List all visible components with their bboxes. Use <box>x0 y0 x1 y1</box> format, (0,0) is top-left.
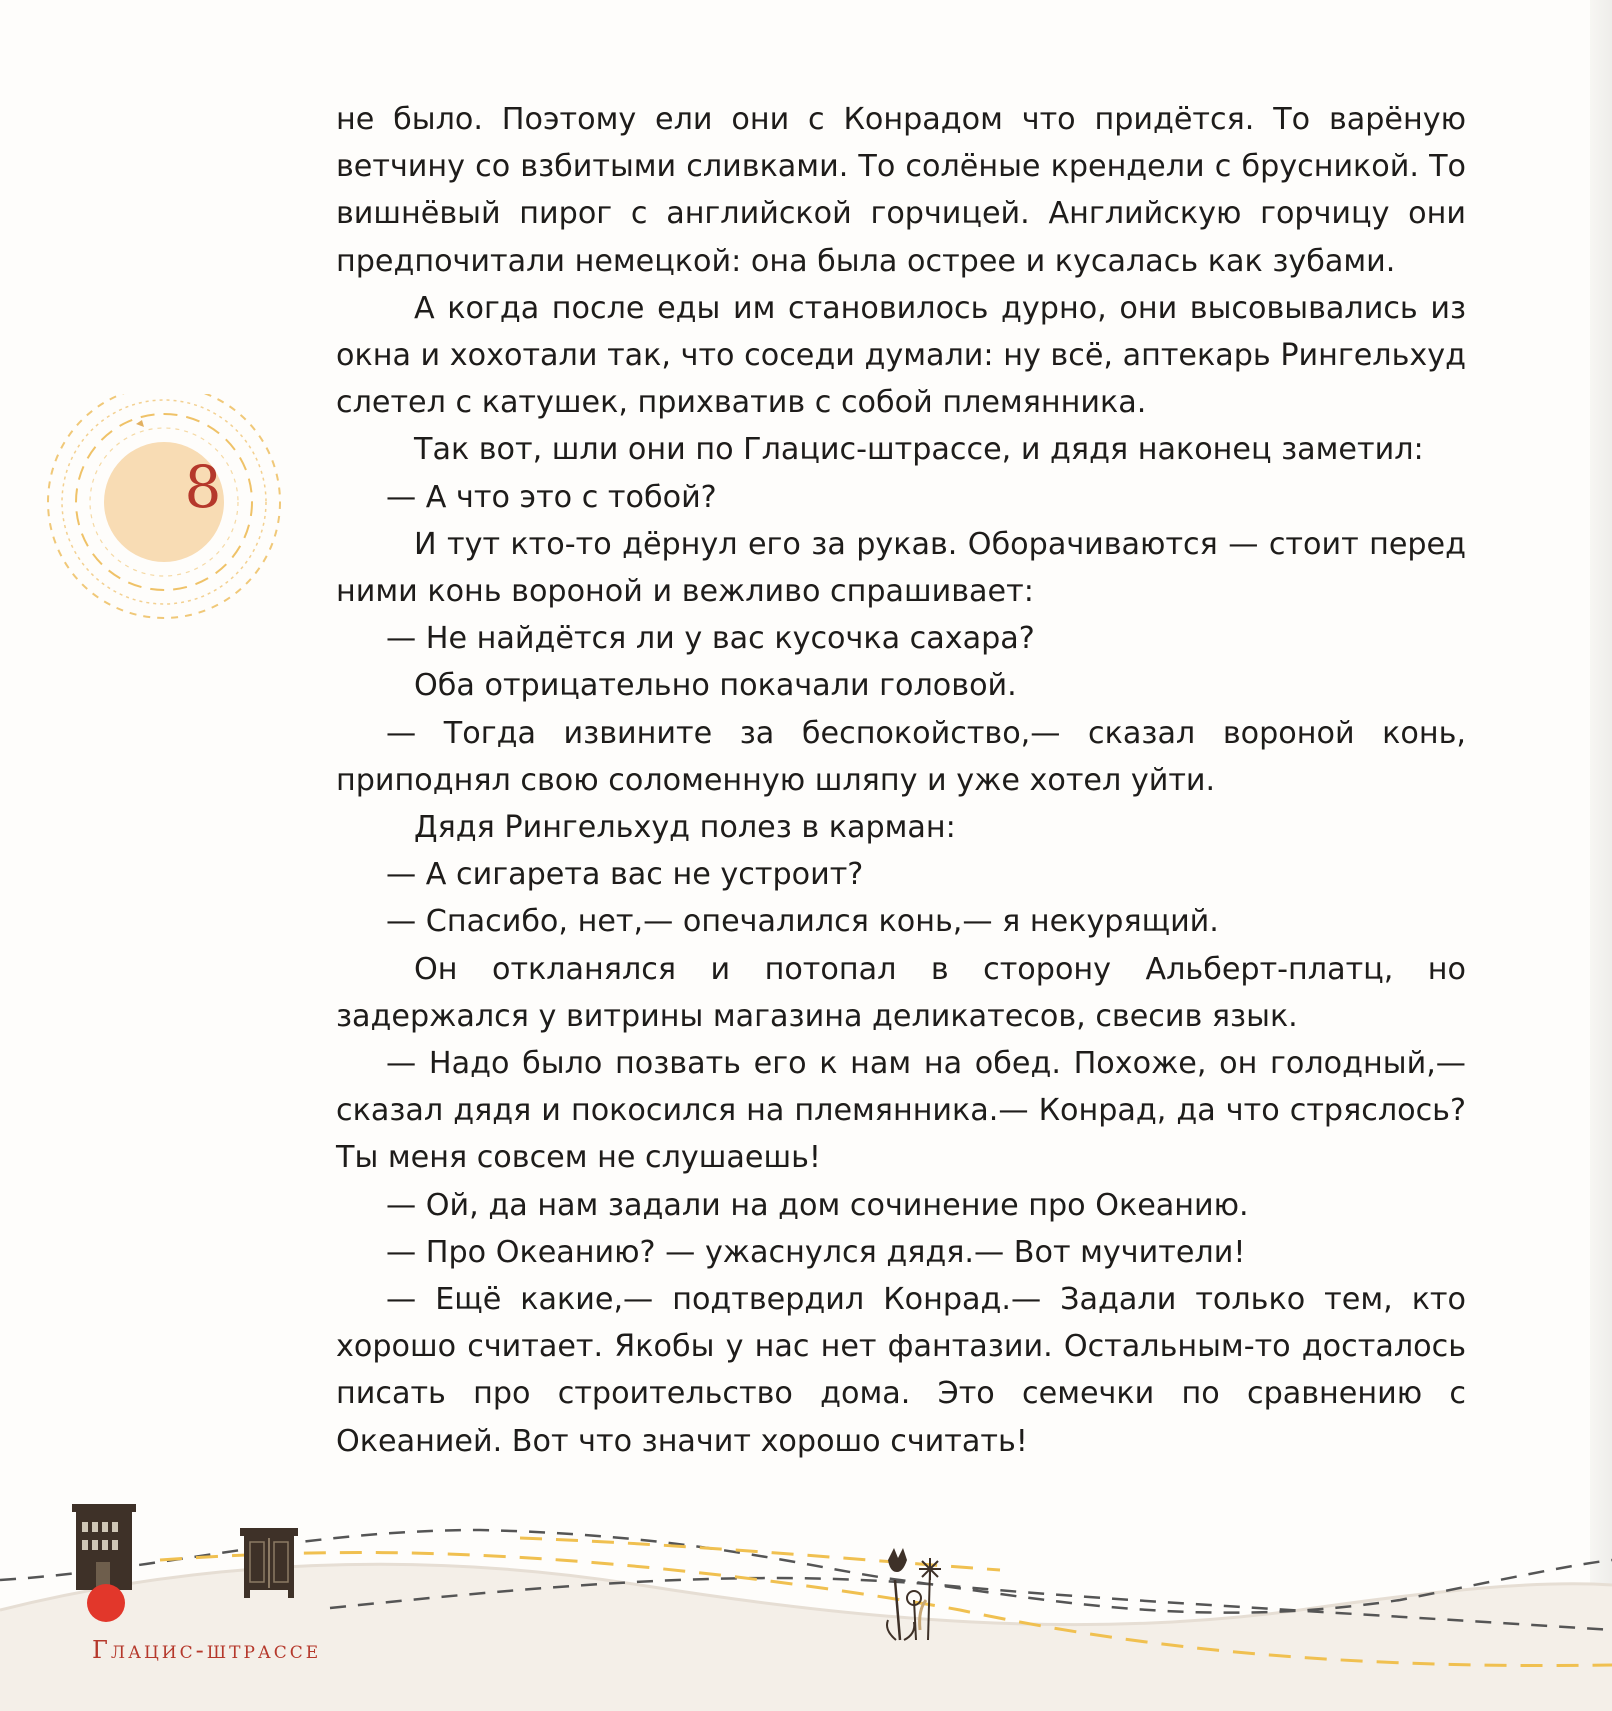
paragraph: не было. Поэтому ели они с Конрадом что придётся. То варёную ветчину со взбитыми сливками. То солёные крендели с брусникой. То вишнёвый пирог с английской горчицей. Английскую горчицу они предпочитали немецкой: она была острее и кусалась как зубами. <box>336 102 1466 279</box>
dialogue-line: — Тогда извините за беспокойство,— сказал вороной конь, приподнял свою соломенную шляпу и уже хотел уйти. <box>336 715 1466 798</box>
wardrobe-icon <box>240 1528 298 1598</box>
dialogue-line: — Не найдётся ли у вас кусочка сахара? <box>386 621 1035 657</box>
paragraph: А когда после еды им становилось дурно, они высовывались из окна и хохотали так, что соседи думали: ну всё, аптекарь Рингельхуд слетел с катушек, прихватив с собой племянника. <box>336 290 1466 421</box>
paragraph: Он откланялся и потопал в сторону Альберт-платц, но задержался у витрины магазина деликатесов, свесив язык. <box>336 951 1466 1034</box>
dialogue-line: — А сигарета вас не устроит? <box>386 857 864 893</box>
body-text <box>336 96 1466 1465</box>
paragraph: Оба отрицательно покачали головой. <box>414 668 1017 704</box>
paragraph: И тут кто-то дёрнул его за рукав. Оборачиваются — стоит перед ними конь вороной и вежливо спрашивает: <box>336 526 1466 610</box>
dialogue-line: — Ещё какие,— подтвердил Конрад.— Задали только тем, кто хорошо считает. Якобы у нас нет фантазии. Остальным-то досталось писать про строительство дома. Это семечки по сравнению с Океанией. Вот что значит хорошо считать! <box>336 1282 1466 1459</box>
chapter-badge <box>40 394 288 624</box>
bottom-illustration <box>0 1490 1612 1711</box>
paragraph: Дядя Рингельхуд полез в карман: <box>414 810 956 846</box>
dialogue-line: — А что это с тобой? <box>386 479 717 515</box>
dialogue-line: — Про Океанию? — ужаснулся дядя.— Вот мучители! <box>386 1234 1246 1270</box>
red-dot-marker <box>87 1584 125 1622</box>
page-edge <box>1590 0 1612 1711</box>
chapter-number: 8 <box>184 453 222 521</box>
paragraph: Так вот, шли они по Глацис-штрассе, и дядя наконец заметил: <box>414 432 1424 468</box>
townhouse-icon <box>72 1504 136 1590</box>
running-footer-street-name: Глацис-штрассе <box>92 1636 322 1664</box>
dialogue-line: — Спасибо, нет,— опечалился конь,— я некурящий. <box>386 904 1219 940</box>
dialogue-line: — Надо было позвать его к нам на обед. Похоже, он голодный,— сказал дядя и покосился на племянника.— Конрад, да что стряслось? Ты меня совсем не слушаешь! <box>336 1046 1466 1176</box>
dialogue-line: — Ой, да нам задали на дом сочинение про Океанию. <box>386 1187 1249 1223</box>
